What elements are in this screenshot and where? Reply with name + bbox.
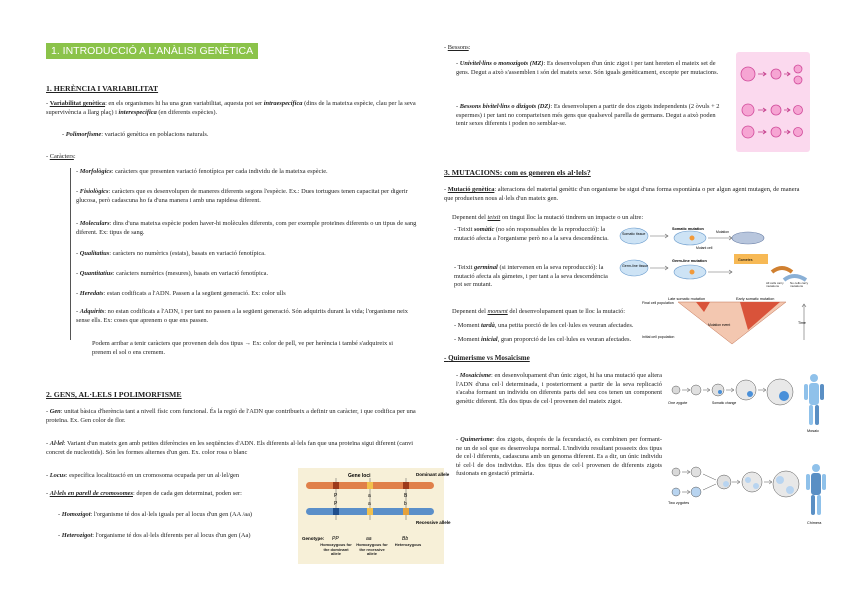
page-title: 1. INTRODUCCIÓ A L'ANÀLISI GENÈTICA [46, 43, 258, 59]
quimerisme-heading: - Quimerisme vs Mosaïcisme [444, 354, 530, 362]
text: , gran proporció de les cel·lules es veuran afectades. [497, 336, 632, 343]
moment-tarda-item: - Moment tardà, una petita porció de les cel·lules es veuran afectades. [454, 322, 634, 329]
term: Moleculars [79, 220, 110, 227]
text: : unitat bàsica d'herència tant a nivell físic com funcional. És la regió de l'ADN que contribueix a definir un caràcter, i que codifica per una proteïna. Ex. Gen color de flor. [46, 408, 416, 424]
term: Variabilitat genètica [49, 100, 106, 107]
teixit-somatic-item: - Teixit somàtic (no són responsables de la reproducció): la mutació afecta a l'organisme però no a la seva descendència. [454, 226, 609, 242]
homozigot-item: - Homozigot: l'organisme té dos al·lels iguals per al locus d'un gen (AA /aa) [58, 511, 253, 518]
genotype-caption: Heterozygous [394, 542, 422, 547]
section-1-heading: 1. HERÈNCIA I VARIABILITAT [46, 84, 159, 93]
text: : dins d'una mateixa espècie poden haver-hi molècules diferents, com per exemple proteïnes diferents o un tipus de sang diferent. Ex: tipus de sang. [76, 220, 417, 236]
text: (no són responsables de la reproducció): la mutació afecta a l'organisme però no a la seva descendència. [454, 226, 609, 242]
germline-mutation-label: Germ-line mutation [672, 259, 707, 263]
text: Depenent del [452, 308, 488, 315]
term: Quimerisme [460, 436, 493, 443]
term: inicial [481, 336, 498, 343]
somatic-germline-figure [616, 224, 812, 292]
text: : dos zigots, després de la fecundació, es combinen per formant-ne un de sol que es desenvolupa normal. L'individu resultant posseeix dos tipus de cel·l diferents, cadascuna amb un genoma diferent. Es a dir, un únic individu té cel·l de dos individus. Els dos tipus de cel·l provenen de diferents zigots fusionats en gestació primària. [456, 436, 662, 478]
genotype-value: aa [366, 536, 372, 542]
two-zygotes-label: Two zygotes [668, 501, 690, 505]
text: Teixit [457, 264, 475, 271]
teixit-intro [452, 214, 812, 223]
text: , una petita porció de les cel·lules es veuran afectades. [494, 322, 634, 329]
somatic-mutation-label: Somatic mutation [672, 227, 704, 231]
term: Mosaicisme [459, 372, 492, 379]
text: : caràcters que es desenvolupen de maneres diferents segons l'espècie. Ex.: Dues tortugues tenen capacitat per digerir glucosa, però cadascuna ho fa d'una manera i amb una rapidesa diferent. [76, 188, 408, 204]
term: Heterozigot [61, 532, 93, 539]
text: Teixit [457, 226, 475, 233]
gene-loci-label: Gene loci [348, 473, 371, 479]
term: Fisiològics [79, 188, 109, 195]
term: Homozigot [61, 511, 91, 518]
mosaic-label: Mosaic [807, 429, 820, 433]
caracters-brace [70, 168, 71, 340]
term: Quantitatius [79, 270, 113, 277]
initial-population-label: Initial cell population [642, 335, 675, 339]
text: : en els organismes hi ha una gran variabilitat, aquesta pot ser [105, 100, 264, 107]
mutation-timing-figure [640, 294, 816, 346]
caracter-item: - Quantitatius: caràcters numèrics (mesures), basats en variació fenotípica. [76, 270, 269, 277]
term: Al·lel [49, 440, 64, 447]
somatic-change-label: Somatic change [712, 401, 737, 405]
term: teixit [487, 214, 501, 221]
locus-item: - Locus: específica localització en un cromosoma ocupada per un al·lel/gen [46, 472, 240, 479]
allele-letter: a [368, 493, 371, 499]
moment-inicial-item: - Moment inicial, gran proporció de les cel·lules es veuran afectades. [454, 336, 632, 343]
genotype-caption: Homozygous for the dominant allele [320, 542, 352, 557]
heading: Quimerisme vs Mosaïcisme [448, 354, 530, 362]
allele-letter: b [404, 501, 407, 507]
text: : variació genètica en poblacions naturals. [101, 131, 209, 138]
text: : caràcters no numèrics (estats), basats en variació fenotípica. [109, 250, 266, 257]
chimera-human-icon [806, 464, 826, 515]
final-population-label: Final cell population [642, 301, 674, 305]
label: Bessons [447, 44, 469, 51]
caracters-note: Podem arribar a tenir caràcters que provenen dels dos tipus → Ex: color de pell, ve per herència i també s'adquireix si prenem el sol o ens cremem. [92, 340, 394, 356]
gametes-label: Gametes [738, 258, 753, 262]
genotype-label: Genotype: [302, 536, 325, 541]
late-mutation-label: Late somatic mutation [668, 297, 706, 301]
term: Gen [49, 408, 61, 415]
term: Polimorfisme [65, 131, 102, 138]
genotype-value: Bb [402, 536, 409, 542]
text: : l'organisme té dos al·lels iguals per al locus d'un gen (AA /aa) [90, 511, 253, 518]
variabilitat-paragraph: - Variabilitat genètica: en els organismes hi ha una gran variabilitat, aquesta pot ser intraespecífica (dins de la mateixa espècie, clau per la seva supervivència a llarg plaç) i interespecífica (en diferents espècies). [46, 100, 416, 116]
mosaicisme-item: - Mosaicisme: en desenvolupament d'un únic zigot, hi ha una mutació que altera l'ADN d'una cel·l determinada, i posteriorment a partir de la seva replicació s'acaba formant un individu on diferents parts del seu cos tenen un component genètic diferent. Els dos tipus de cel·l provenen del mateix zigot. [456, 372, 662, 405]
recessive-allele-label: Recessive allele [416, 520, 451, 525]
text: Moment [457, 322, 481, 329]
allels-parell-item: - Al·lels en parell de cromosomes: depen de cada gen determinat, poden ser: [46, 490, 242, 497]
text: (si intervenen en la seva reproducció): la mutació afecta als gàmetes, i per tant a la seva descendència pot ser mutant. [454, 264, 608, 289]
caracter-item: - Heredats: estan codificats a l'ADN. Passen a la següent generació. Ex: color ulls [76, 290, 286, 297]
term: germinal [474, 264, 498, 271]
term: Adquirits [79, 308, 105, 315]
mutation-event-label: Mutation event [708, 323, 731, 327]
bessons-dz-item: - Bessons bivitel·lins o dizigots (DZ): Es desenvolupen a partir de dos zigots independents (2 òvuls + 2 espermes) i per tant no comparteixen més gens que qualsevol parella de germans. Degut a això poden tenir sexes diferents i poden no semblar-se. [456, 103, 720, 128]
text: (dins de la mateixa espècie, clau per la seva supervivència a llarg plaç) i [46, 100, 416, 116]
mutacio-paragraph: - Mutació genètica: alteracions del material genètic d'un organisme be sigui d'una forma espontània o per algun agent mutagen, de manera que produeixen nous al·lels d'un mateix gen. [444, 186, 800, 202]
term: intraespecífica [263, 100, 303, 107]
caracters-label: - Caràcters: [46, 153, 76, 160]
text: Depenent del [452, 214, 488, 221]
term: tardà [481, 322, 495, 329]
allel-item: - Al·lel: Variant d'un mateix gen amb petites diferències en les seqüències d'ADN. Els diferents al·lels fan que una proteïna sigui diferent (canvi concret de nucleotids). Són les formes alternes d'un gen. Ex. color rosa o blanc [46, 440, 414, 456]
section-3-heading: 3. MUTACIONS: com es generen els al·lels? [444, 168, 591, 177]
allele-letter: P [334, 501, 338, 507]
chimera-figure [668, 458, 828, 528]
term: Heredats [79, 290, 104, 297]
label: Caràcters [49, 153, 74, 160]
text: : específica localització en un cromosoma ocupada per un al·lel/gen [65, 472, 240, 479]
term: Qualitatius [79, 250, 110, 257]
caracter-item: - Fisiològics: caràcters que es desenvolupen de maneres diferents segons l'espècie. Ex.: Dues tortugues tenen capacitat per digerir glucosa, però cadascuna ho fa d'una manera i amb una rapidesa diferent. [76, 188, 408, 204]
heterozigot-item: - Heterozigot: l'organisme té dos al·lels diferents per al locus d'un gen (Aa) [58, 532, 251, 539]
term: Al·lels en parell de cromosomes [49, 490, 133, 497]
mosaic-figure [668, 370, 828, 434]
gen-item: - Gen: unitat bàsica d'herència tant a nivell físic com funcional. És la regió de l'ADN que contribueix a definir un caràcter, i que codifica per una proteïna. Ex. Gen color de flor. [46, 408, 416, 424]
text: : Variant d'un mateix gen amb petites diferències en les seqüències d'ADN. Els diferents al·lels fan que una proteïna sigui diferent (canvi concret de nucleotids). Són les formes alternes d'un gen. Ex. color rosa o blanc [46, 440, 414, 456]
text: : depen de cada gen determinat, poden ser: [132, 490, 242, 497]
bessons-mz-item: - Univitel·lins o monozigots (MZ): Es desenvolupen d'un únic zigot i per tant hereten el mateix set de gens. Degut a això s'assemblen i són del mateix sexe. Són iguals genèticament, excepte per mutacions. [456, 60, 719, 76]
text: : l'organisme té dos al·lels diferents per al locus d'un gen (Aa) [92, 532, 251, 539]
bessons-label: - Bessons: [444, 44, 471, 51]
text: : no estan codificats a l'ADN, i per tant no passen a la següent generació. Són adquirits durant la vida; l'organisme neix sense ells. Ex: coses que aprenem o que ens passen. [76, 308, 408, 324]
mosaic-human-icon [804, 374, 824, 425]
somatic-tissue-label: Somatic tissue [622, 232, 646, 236]
section-2-heading: 2. GENS, AL·LELS I POLIMORFISME [46, 390, 182, 399]
term: Univitel·lins o monozigots (MZ) [459, 60, 544, 67]
dominant-allele-label: Dominant allele [416, 472, 450, 477]
term: moment [487, 308, 508, 315]
text: (en diferents espècies). [156, 108, 218, 116]
genotype-value: PP [332, 536, 339, 542]
all-cells-label: All cells carry mutations [766, 281, 784, 289]
term: interespecífica [118, 108, 157, 116]
allele-letter: P [334, 493, 338, 499]
one-zygote-label: One zygote [668, 401, 688, 405]
allele-letter: B [404, 493, 408, 499]
twins-figure [736, 52, 810, 152]
text: : Es desenvolupen a partir de dos zigots independents (2 òvuls + 2 espermes) i per tant no comparteixen més gens que qualsevol parella de germans. Degut a això poden tenir sexes diferents i poden no semblar-se. [456, 103, 720, 128]
chimera-label: Chimera [807, 521, 822, 525]
teixit-germinal-item: - Teixit germinal (si intervenen en la seva reproducció): la mutació afecta als gàmetes, i per tant a la seva descendència pot ser mutant. [454, 264, 608, 289]
mutant-cell-label: Mutant cell [696, 246, 713, 250]
term: Bessons bivitel·lins o dizigots (DZ) [459, 103, 551, 110]
quimerisme-item: - Quimerisme: dos zigots, després de la fecundació, es combinen per formant-ne un de sol que es desenvolupa normal. L'individu resultant posseeix dos tipus de cel·l diferents, cadascuna amb un genoma diferent. Es a dir, un únic individu té cel·l de dos individus. Els dos tipus de cel·l provenen de diferents zigots fusionats en gestació primària. [456, 436, 662, 478]
text: : alteracions del material genètic d'un organisme be sigui d'una forma espontània o per algun agent mutagen, de manera que produeixen nous al·lels d'un mateix gen. [444, 186, 800, 202]
term: Locus [49, 472, 66, 479]
text: : caràcters numèrics (mesures), basats en variació fenotípica. [112, 270, 269, 277]
caracter-item: - Morfològics: caràcters que presenten variació fenotípica per cada individu de la mateixa espècie. [76, 168, 328, 175]
text: : estan codificats a l'ADN. Passen a la següent generació. Ex: color ulls [103, 290, 286, 297]
term: Morfològics [79, 168, 112, 175]
time-label: Time [798, 321, 806, 325]
text: Moment [457, 336, 481, 343]
genotype-caption: Homozygous for the recessive allele [356, 542, 388, 557]
chromosome-loci-figure [298, 468, 451, 564]
term: Mutació genètica [447, 186, 495, 193]
text: : Es desenvolupen d'un únic zigot i per tant hereten el mateix set de gens. Degut a això s'assemblen i són del mateix sexe. Són iguals genèticament, excepte per mutacions. [456, 60, 719, 76]
mutation-label: Mutation [716, 230, 730, 234]
text: : en desenvolupament d'un únic zigot, hi ha una mutació que altera l'ADN d'una cel·l determinada, i posteriorment a partir de la seva replicació s'acaba formant un individu on diferents parts del seu cos tenen un component genètic diferent. Els dos tipus de cel·l provenen del mateix zigot. [456, 372, 662, 405]
caracter-item: - Moleculars: dins d'una mateixa espècie poden haver-hi molècules diferents, com per exemple proteïnes diferents o un tipus de sang diferent. Ex: tipus de sang. [76, 220, 417, 236]
allele-letter: a [368, 501, 371, 507]
text: del desenvolupament quan te lloc la mutació: [507, 308, 626, 315]
early-mutation-label: Early somatic mutation [736, 297, 775, 301]
text: on tingui lloc la mutació tindrem un impacte o un altre: [500, 214, 644, 221]
no-cells-label: No cells carry mutations [790, 281, 809, 289]
caracter-item: - Qualitatius: caràcters no numèrics (estats), basats en variació fenotípica. [76, 250, 266, 257]
caracter-item: - Adquirits: no estan codificats a l'ADN, i per tant no passen a la següent generació. Són adquirits durant la vida; l'organisme neix sense ells. Ex: coses que aprenem o que ens passen. [76, 308, 408, 324]
term: somàtic [474, 226, 495, 233]
germline-tissue-label: Germ-line tissue [622, 264, 649, 268]
polimorfisme-item: - Polimorfisme: variació genètica en poblacions naturals. [62, 131, 209, 138]
text: : caràcters que presenten variació fenotípica per cada individu de la mateixa espècie. [111, 168, 328, 175]
